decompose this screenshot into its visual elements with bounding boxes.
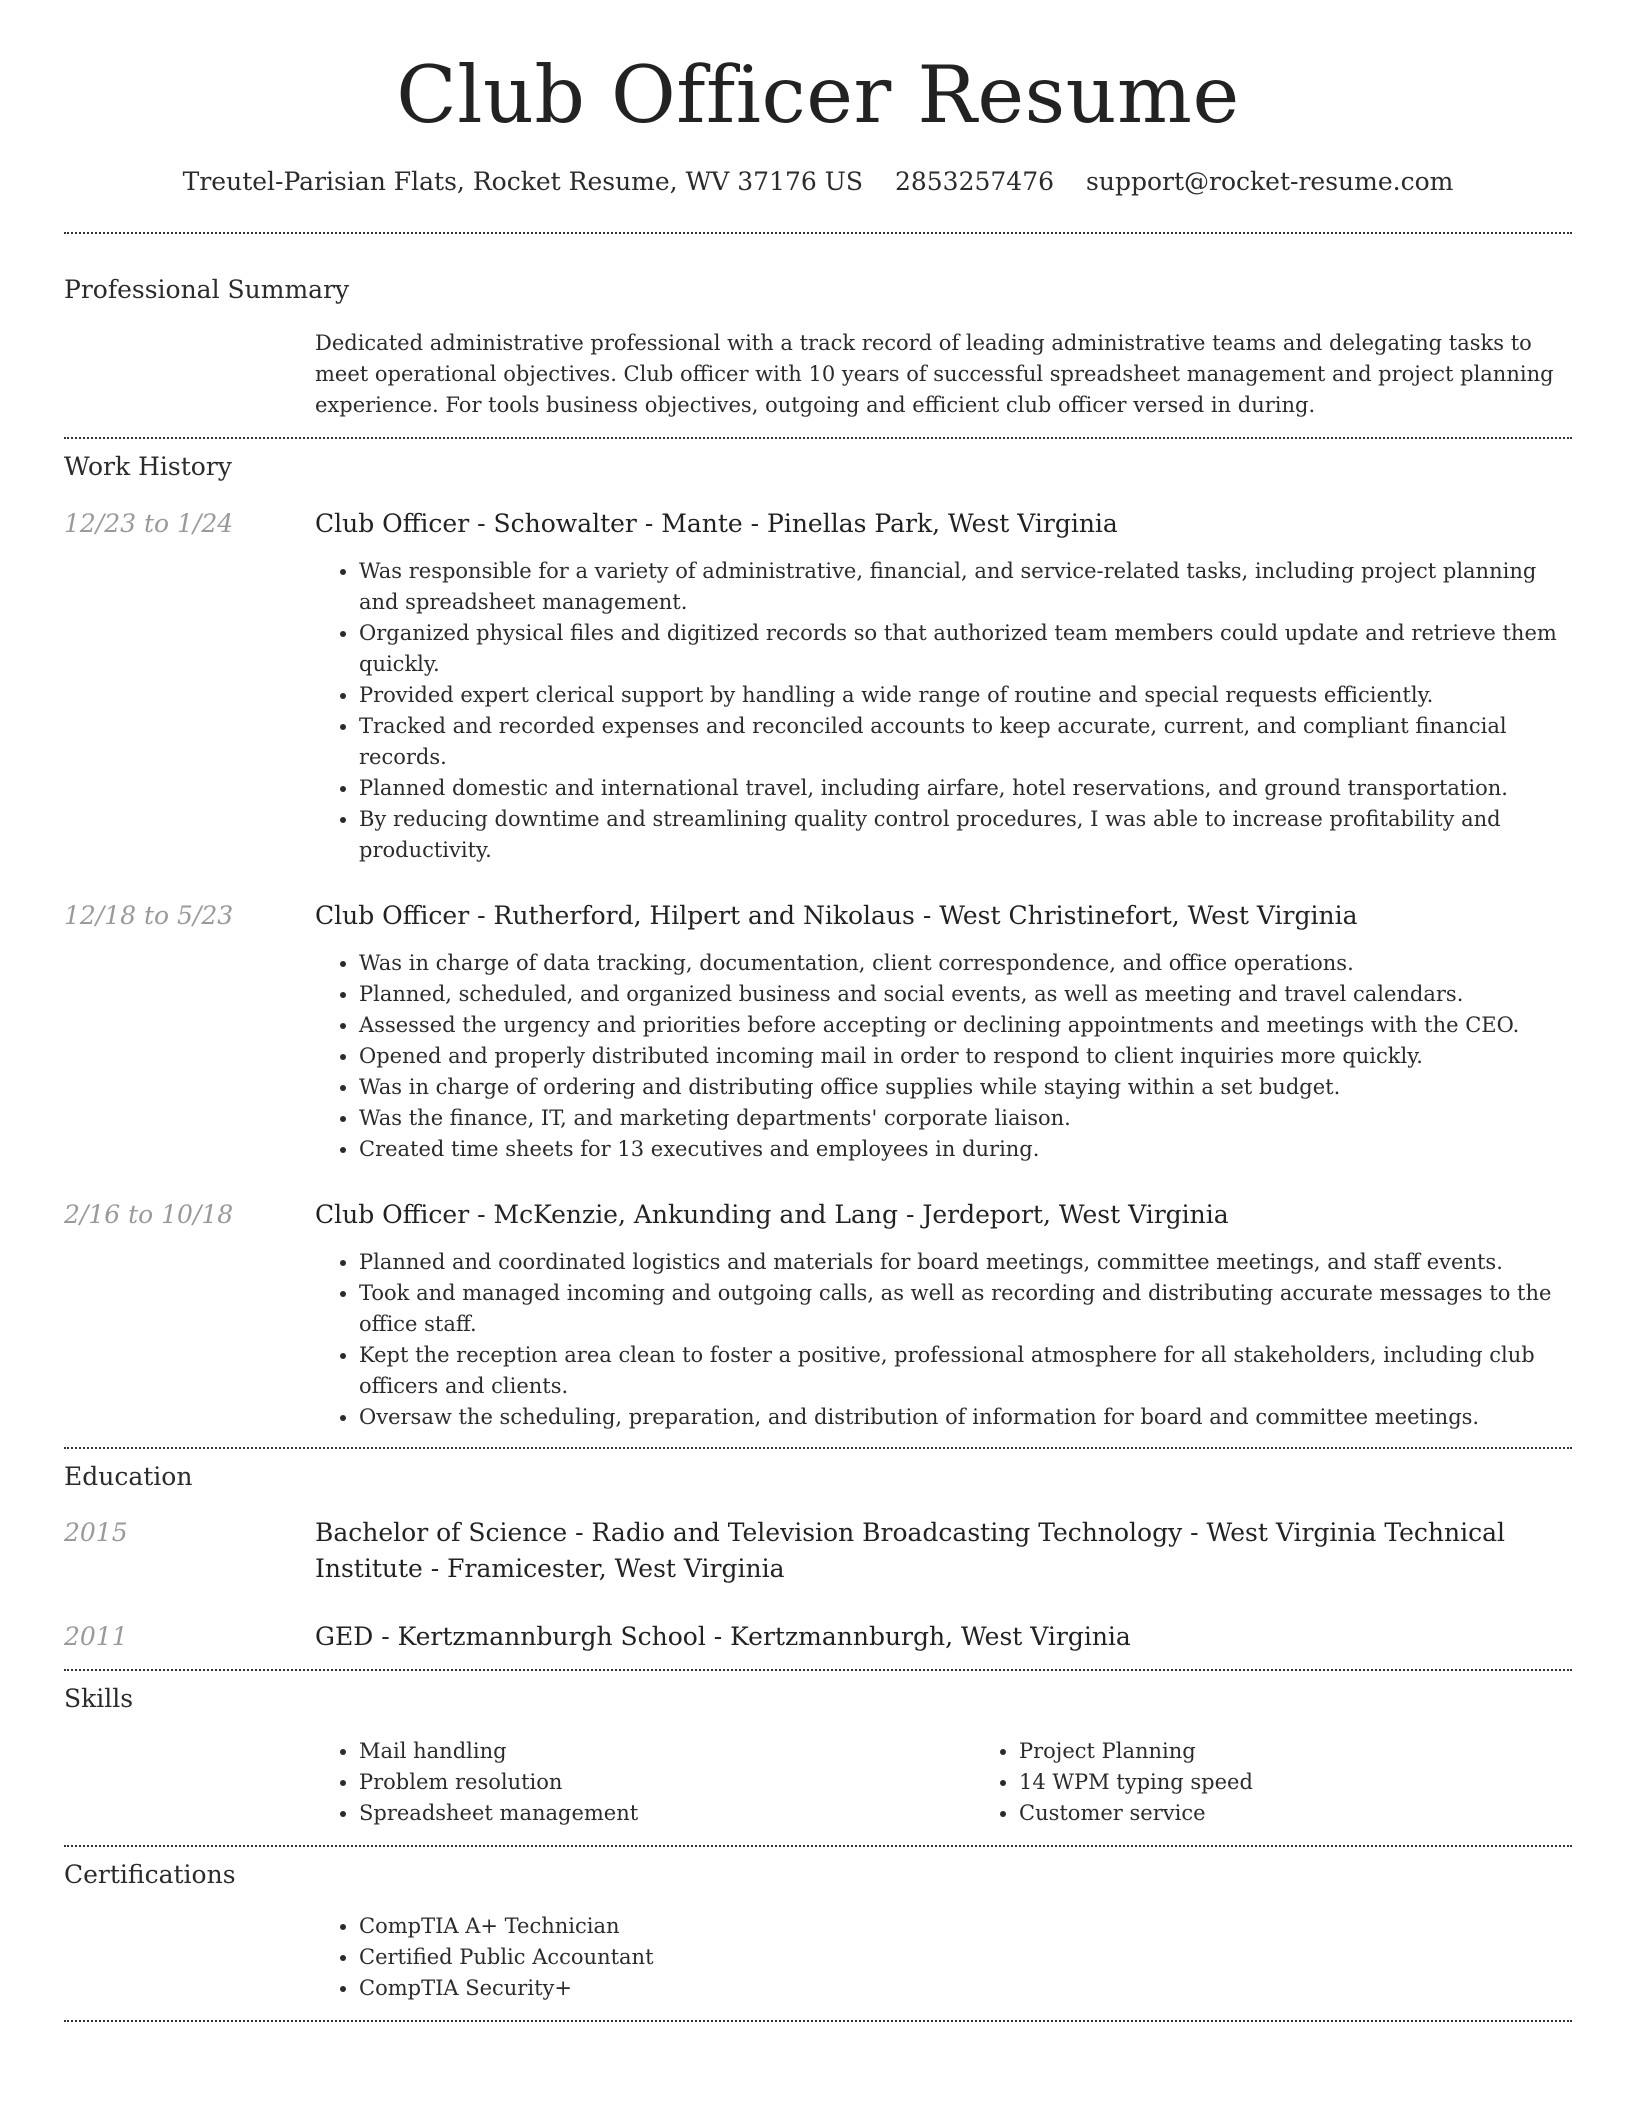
job-bullet: • Provided expert clerical support by handling a wide range of routine and special requests efficiently. — [359, 680, 1572, 711]
job-entry — [64, 898, 1572, 1165]
job-dates: 2/16 to 10/18 — [64, 1199, 234, 1229]
skills-list-right — [975, 1736, 1632, 1829]
job-bullet: • Took and managed incoming and outgoing calls, as well as recording and distributing accurate messages to the office staff. — [359, 1278, 1572, 1340]
summary-text: Dedicated administrative professional with a track record of leading administrative teams and delegating tasks to meet operational objectives. Club officer with 10 years of successful spreadsheet management and project planning experience. For tools business objectives, outgoing and efficient club officer versed in during. — [315, 331, 1554, 418]
job-bullet: • Was responsible for a variety of administrative, financial, and service-related tasks, including project planning and spreadsheet management. — [359, 556, 1572, 618]
job-bullet: • Was the finance, IT, and marketing departments' corporate liaison. — [359, 1103, 1572, 1134]
education-list — [64, 1515, 1572, 1655]
job-heading: Club Officer - McKenzie, Ankunding and Lang - Jerdeport, West Virginia — [315, 1199, 1229, 1229]
job-bullet: • Planned domestic and international travel, including airfare, hotel reservations, and ground transportation. — [359, 773, 1572, 804]
contact-phone: 2853257476 — [894, 166, 1055, 196]
work-history-section — [64, 439, 1572, 1447]
education-content — [315, 1619, 1572, 1655]
job-bullet: • Organized physical files and digitized records so that authorized team members could update and retrieve them quickly. — [359, 618, 1572, 680]
job-bullet-list — [315, 948, 1572, 1165]
job-content — [315, 506, 1572, 866]
education-heading: GED - Kertzmannburgh School - Kertzmannburgh, West Virginia — [315, 1622, 1131, 1652]
job-bullet: • Tracked and recorded expenses and reconciled accounts to keep accurate, current, and compliant financial records. — [359, 711, 1572, 773]
skill-item: • Customer service — [1019, 1798, 1632, 1829]
certifications-list — [315, 1911, 1572, 2004]
summary-section — [64, 234, 1572, 438]
certifications-block — [315, 1911, 1572, 2004]
job-bullet: • Planned, scheduled, and organized business and social events, as well as meeting and travel calendars. — [359, 979, 1572, 1010]
section-title-skills: Skills — [64, 1684, 134, 1714]
job-content — [315, 1197, 1572, 1433]
education-section — [64, 1449, 1572, 1670]
section-title-work: Work History — [64, 452, 232, 482]
education-content — [315, 1515, 1572, 1587]
job-content — [315, 898, 1572, 1165]
job-bullet-list — [315, 556, 1572, 866]
section-title-summary: Professional Summary — [64, 274, 350, 304]
education-year: 2015 — [64, 1518, 128, 1548]
section-title-education: Education — [64, 1461, 193, 1491]
skill-item: • Problem resolution — [359, 1767, 975, 1798]
skill-item: • Mail handling — [359, 1736, 975, 1767]
education-heading: Bachelor of Science - Radio and Television Broadcasting Technology - West Virginia Technical Institute - Framicester, West Virginia — [315, 1518, 1505, 1584]
job-bullet: • Oversaw the scheduling, preparation, and distribution of information for board and committee meetings. — [359, 1402, 1572, 1433]
skill-item: • Project Planning — [1019, 1736, 1632, 1767]
skill-item: • 14 WPM typing speed — [1019, 1767, 1632, 1798]
contact-line — [64, 167, 1572, 197]
job-heading: Club Officer - Rutherford, Hilpert and Nikolaus - West Christinefort, West Virginia — [315, 900, 1358, 930]
job-bullet: • Created time sheets for 13 executives and employees in during. — [359, 1134, 1572, 1165]
job-bullet: • Kept the reception area clean to foster a positive, professional atmosphere for all stakeholders, including club officers and clients. — [359, 1340, 1572, 1402]
certifications-section — [64, 1847, 1572, 2021]
contact-email: support@rocket-resume.com — [1086, 166, 1454, 196]
education-entry — [64, 1515, 1572, 1587]
job-entry — [64, 1197, 1572, 1433]
education-year: 2011 — [64, 1622, 128, 1652]
section-divider — [64, 2020, 1572, 2022]
education-entry — [64, 1619, 1572, 1655]
job-bullet: • Opened and properly distributed incoming mail in order to respond to client inquiries more quickly. — [359, 1041, 1572, 1072]
resume-page — [64, 0, 1572, 2022]
job-bullet: • Planned and coordinated logistics and materials for board meetings, committee meetings, and staff events. — [359, 1247, 1572, 1278]
job-entry — [64, 506, 1572, 866]
skills-list-left — [315, 1736, 975, 1829]
certification-item: • Certified Public Accountant — [359, 1942, 1572, 1973]
certification-item: • CompTIA A+ Technician — [359, 1911, 1572, 1942]
job-list — [64, 506, 1572, 1433]
section-title-certifications: Certifications — [64, 1859, 236, 1889]
job-bullet: • Was in charge of data tracking, documentation, client correspondence, and office operations. — [359, 948, 1572, 979]
skills-section — [64, 1671, 1572, 1845]
contact-address: Treutel-Parisian Flats, Rocket Resume, WV 37176 US — [182, 166, 863, 196]
job-dates: 12/18 to 5/23 — [64, 900, 234, 930]
job-heading: Club Officer - Schowalter - Mante - Pinellas Park, West Virginia — [315, 508, 1118, 538]
job-bullet: • By reducing downtime and streamlining quality control procedures, I was able to increase profitability and productivity. — [359, 804, 1572, 866]
skill-item: • Spreadsheet management — [359, 1798, 975, 1829]
certification-item: • CompTIA Security+ — [359, 1973, 1572, 2004]
job-bullet: • Was in charge of ordering and distributing office supplies while staying within a set budget. — [359, 1072, 1572, 1103]
page-title: Club Officer Resume — [396, 49, 1240, 141]
job-bullet-list — [315, 1247, 1572, 1433]
skills-columns — [315, 1736, 1572, 1829]
job-bullet: • Assessed the urgency and priorities before accepting or declining appointments and meetings with the CEO. — [359, 1010, 1572, 1041]
job-dates: 12/23 to 1/24 — [64, 508, 234, 538]
